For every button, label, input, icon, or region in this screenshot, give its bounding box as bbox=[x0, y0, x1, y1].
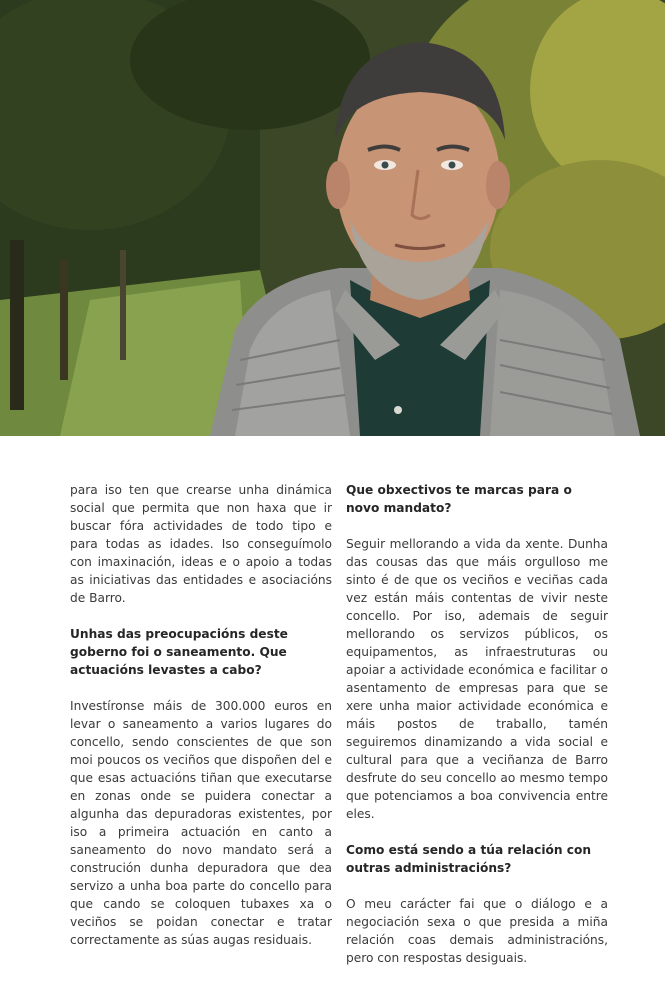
portrait-photo bbox=[0, 0, 665, 436]
question-heading: Unhas das preocupacións deste goberno foi o saneamento. Que actuacións levastes a cabo? bbox=[70, 627, 288, 677]
question-heading: Que obxectivos te marcas para o novo mandato? bbox=[346, 483, 572, 515]
portrait-illustration bbox=[0, 0, 665, 436]
left-column bbox=[70, 481, 332, 967]
answer-paragraph: para iso ten que crearse unha dinámica social que permita que non haxa que ir buscar fóra actividades de todo tipo e para todas as idades. Iso conseguímolo con imaxinación, ideas e o apoio a todas as iniciativas das entidades e asociacións de Barro. bbox=[70, 483, 332, 605]
answer-paragraph: O meu carácter fai que o diálogo e a negociación sexa o que presida a miña relación coas demais administracións, pero con respostas desiguais. bbox=[346, 897, 608, 965]
answer-paragraph: Seguir mellorando a vida da xente. Dunha das cousas das que máis orgulloso me sinto é de que os veciños e veciñas cada vez están máis contentas de vivir neste concello. Por iso, ademais de seguir mellorando os servizos públicos, os equipamentos, as infraestruturas ou apoiar a actividade económica e facilitar o asentamento de empresas para que se xere unha maior actividade económica e máis postos de traballo, tamén seguiremos dinamizando a vida social e cultural para que a veciñanza de Barro desfrute do seu concello ao mesmo tempo que potenciamos a boa convivencia entre eles. bbox=[346, 537, 608, 821]
question-heading: Como está sendo a túa relación con outras administracións? bbox=[346, 843, 592, 875]
right-column bbox=[346, 481, 608, 985]
answer-paragraph: Investíronse máis de 300.000 euros en levar o saneamento a varios lugares do concello, sendo conscientes de que son moi poucos os veciños que dispoñen del e que esas actuacións tiñan que executarse en zonas onde se puidera conectar a algunha das depuradoras existentes, por iso a primeira actuación en canto a saneamento do novo mandato será a construción dunha depuradora que dea servizo a unha boa parte do concello para que cando se coloquen tubaxes xa o veciños se poidan conectar e tratar correctamente as súas augas residuais. bbox=[70, 699, 332, 947]
